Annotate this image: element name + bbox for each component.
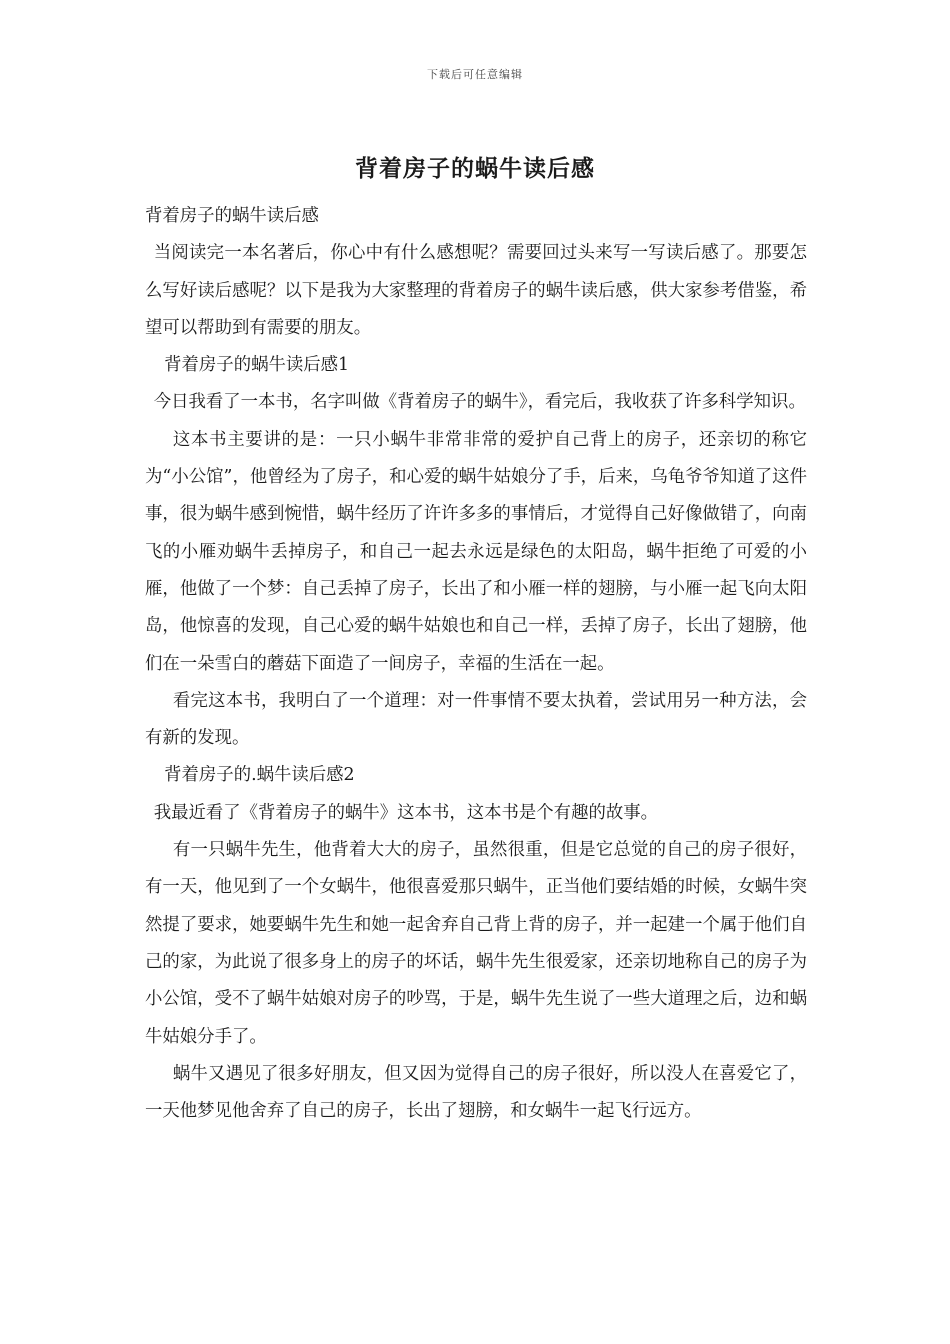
- document-title: 背着房子的蜗牛读后感: [355, 155, 595, 182]
- paragraph: 看完这本书，我明白了一个道理：对一件事情不要太执着，尝试用另一种方法，会有新的发现。: [145, 690, 807, 749]
- paragraph-subtitle: 背着房子的蜗牛读后感: [145, 206, 319, 226]
- paragraph-intro: 当阅读完一本名著后，你心中有什么感想呢？需要回过头来写一写读后感了。那要怎么写好读后感呢？以下是我为大家整理的背着房子的蜗牛读后感，供大家参考借鉴，希望可以帮助到有需要的朋友。: [145, 243, 807, 338]
- paragraph: 这本书主要讲的是：一只小蜗牛非常非常的爱护自己背上的房子，还亲切的称它为“小公馆”，他曾经为了房子，和心爱的蜗牛姑娘分了手，后来，乌龟爷爷知道了这件事，很为蜗牛感到惋惜，蜗牛经历了许许多多的事情后，才觉得自己好像做错了，向南飞的小雁劝蜗牛丢掉房子，和自己一起去永远是绿色的太阳岛，蜗牛拒绝了可爱的小雁，他做了一个梦：自己丢掉了房子，长出了和小雁一样的翅膀，与小雁一起飞向太阳岛，他惊喜的发现，自己心爱的蜗牛姑娘也和自己一样，丢掉了房子，长出了翅膀，他们在一朵雪白的蘑菇下面造了一间房子，幸福的生活在一起。: [145, 429, 807, 674]
- section-heading-1: 背着房子的蜗牛读后感1: [164, 355, 350, 376]
- section-heading-2: 背着房子的.蜗牛读后感2: [164, 765, 355, 786]
- paragraph: 我最近看了《背着房子的蜗牛》这本书，这本书是个有趣的故事。: [153, 802, 659, 823]
- document-body: [145, 198, 807, 1130]
- paragraph: 有一只蜗牛先生，他背着大大的房子，虽然很重，但是它总觉的自己的房子很好，有一天，他见到了一个女蜗牛，他很喜爱那只蜗牛，正当他们要结婚的时候，女蜗牛突然提了要求，她要蜗牛先生和她一起舍弃自己背上背的房子，并一起建一个属于他们自己的家，为此说了很多身上的房子的坏话，蜗牛先生很爱家，还亲切地称自己的房子为小公馆，受不了蜗牛姑娘对房子的吵骂，于是，蜗牛先生说了一些大道理之后，边和蜗牛姑娘分手了。: [145, 840, 807, 1047]
- paragraph: 蜗牛又遇见了很多好朋友，但又因为觉得自己的房子很好，所以没人在喜爱它了，一天他梦见他舍弃了自己的房子，长出了翅膀，和女蜗牛一起飞行远方。: [145, 1063, 807, 1122]
- header-note: 下载后可任意编辑: [427, 68, 523, 81]
- paragraph: 今日我看了一本书，名字叫做《背着房子的蜗牛》，看完后，我收获了许多科学知识。: [153, 392, 806, 413]
